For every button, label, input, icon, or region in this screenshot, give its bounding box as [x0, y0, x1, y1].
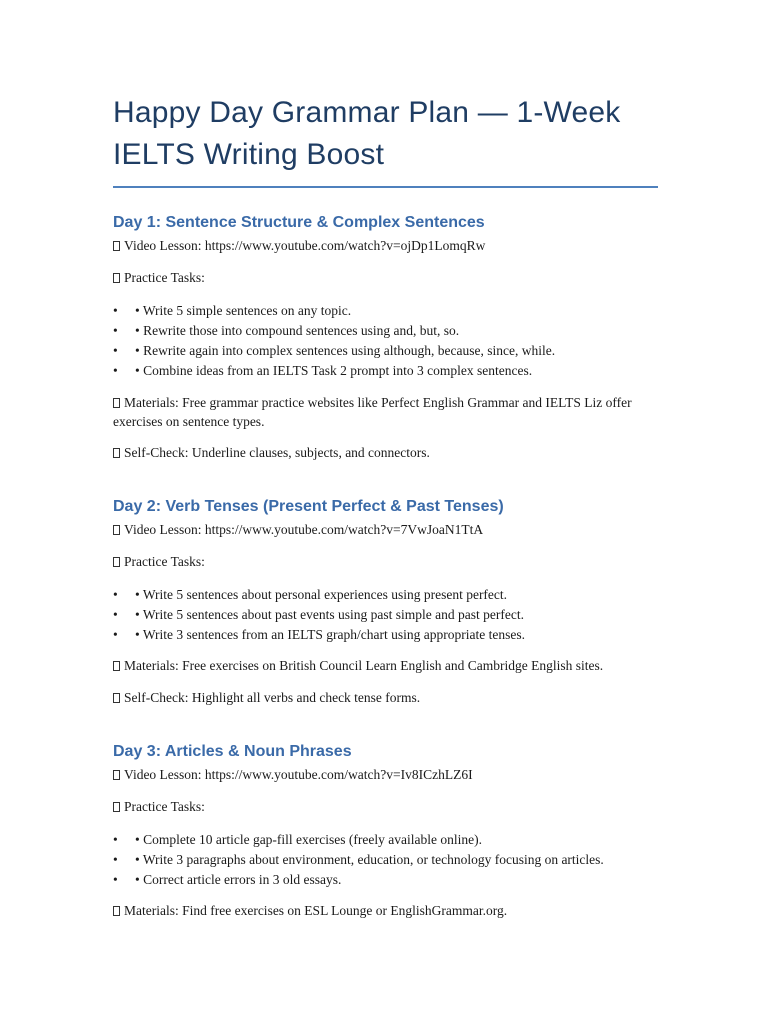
materials-icon — [113, 906, 120, 916]
list-item: • • Write 5 simple sentences on any topic. — [113, 303, 352, 318]
day-2-video: Video Lesson: https://www.youtube.com/watch?v=7VwJoaN1TtA — [113, 521, 658, 539]
list-item: • • Write 3 sentences from an IELTS graph/chart using appropriate tenses. — [113, 627, 525, 642]
video-icon — [113, 770, 120, 780]
day-2-section — [113, 497, 658, 707]
day-1-materials: Materials: Free grammar practice websites like Perfect English Grammar and IELTS Liz offer exercises on sentence types. — [113, 395, 632, 429]
list-item: • • Write 3 paragraphs about environment, education, or technology focusing on articles. — [113, 852, 604, 867]
video-icon — [113, 241, 120, 251]
title-divider — [113, 186, 658, 188]
day-1-practice-label: Practice Tasks: — [113, 269, 658, 287]
day-1-video-text: Video Lesson: https://www.youtube.com/watch?v=ojDp1LomqRw — [124, 238, 486, 253]
list-item: • • Complete 10 article gap-fill exercises (freely available online). — [113, 832, 482, 847]
title-line-1: Happy Day Grammar Plan — 1-Week — [113, 96, 621, 129]
day-3-practice-label: Practice Tasks: — [113, 798, 658, 816]
day-1-section — [113, 213, 658, 462]
materials-icon — [113, 398, 120, 408]
day-1-heading: Day 1: Sentence Structure & Complex Sentences — [113, 214, 485, 231]
day-3-section — [113, 742, 658, 920]
list-item: • • Correct article errors in 3 old essays. — [113, 872, 342, 887]
document-title — [113, 92, 658, 176]
day-1-video — [113, 237, 658, 255]
list-item: • • Combine ideas from an IELTS Task 2 prompt into 3 complex sentences. — [113, 363, 533, 378]
day-1-self-check: Self-Check: Underline clauses, subjects, and connectors. — [113, 444, 658, 462]
title-line-2: IELTS Writing Boost — [113, 138, 385, 171]
self-check-icon — [113, 693, 120, 703]
video-icon — [113, 525, 120, 535]
day-2-self-check: Self-Check: Highlight all verbs and check tense forms. — [113, 689, 658, 707]
day-3-materials: Materials: Find free exercises on ESL Lounge or EnglishGrammar.org. — [113, 902, 658, 920]
document-page — [113, 92, 658, 918]
day-1-task-list — [113, 301, 658, 381]
day-3-heading: Day 3: Articles & Noun Phrases — [113, 743, 352, 760]
self-check-icon — [113, 448, 120, 458]
list-item: • • Rewrite those into compound sentences using and, but, so. — [113, 323, 460, 338]
list-item: • • Rewrite again into complex sentences using although, because, since, while. — [113, 343, 556, 358]
day-2-materials: Materials: Free exercises on British Council Learn English and Cambridge English sites. — [113, 657, 658, 675]
day-3-task-list — [113, 830, 658, 890]
materials-icon — [113, 661, 120, 671]
practice-icon — [113, 273, 120, 283]
day-2-task-list — [113, 585, 658, 645]
day-2-heading: Day 2: Verb Tenses (Present Perfect & Past Tenses) — [113, 498, 504, 515]
list-item: • • Write 5 sentences about personal experiences using present perfect. — [113, 587, 508, 602]
practice-icon — [113, 802, 120, 812]
day-2-practice-label: Practice Tasks: — [113, 553, 658, 571]
day-3-video: Video Lesson: https://www.youtube.com/watch?v=Iv8ICzhLZ6I — [113, 766, 658, 784]
list-item: • • Write 5 sentences about past events using past simple and past perfect. — [113, 607, 524, 622]
practice-icon — [113, 557, 120, 567]
